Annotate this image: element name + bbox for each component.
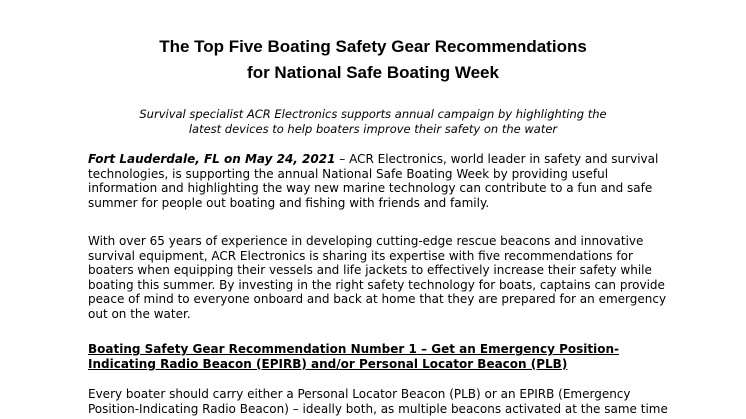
- intro-line-3: information and highlighting the way new marine technology can contribute to a fun and safe: [88, 181, 653, 195]
- dateline: Fort Lauderdale, FL on May 24, 2021: [88, 152, 336, 166]
- experience-line-3: boaters when equipping their vessels and life jackets to effectively increase their safety while: [88, 263, 652, 277]
- intro-line-1-text: – ACR Electronics, world leader in safety and survival: [335, 152, 659, 166]
- section-heading-recommendation-1: [88, 342, 668, 371]
- experience-paragraph: [88, 234, 668, 321]
- experience-line-5: peace of mind to everyone onboard and back at home that they are prepared for an emergency: [88, 292, 667, 306]
- experience-line-4: boating this summer. By investing in the right safety technology for boats, captains can provide: [88, 277, 665, 292]
- intro-paragraph: [88, 152, 668, 210]
- subtitle-line-2: latest devices to help boaters improve their safety on the water: [188, 122, 558, 136]
- intro-line-4: summer for people out boating and fishing with friends and family.: [88, 195, 490, 210]
- intro-line-2: technologies, is supporting the annual National Safe Boating Week by providing useful: [88, 166, 609, 181]
- subtitle-line-1: Survival specialist ACR Electronics supports annual campaign by highlighting the: [139, 107, 607, 121]
- document-title-line-1: The Top Five Boating Safety Gear Recommendations: [159, 37, 587, 56]
- beacon-line-1: Every boater should carry either a Personal Locator Beacon (PLB) or an EPIRB (Emergency: [88, 387, 631, 401]
- document-title-line-2: for National Safe Boating Week: [247, 63, 499, 82]
- intro-line-1: [88, 152, 668, 167]
- experience-line-6: out on the water.: [88, 306, 191, 321]
- experience-line-1: With over 65 years of experience in developing cutting-edge rescue beacons and innovative: [88, 234, 644, 248]
- beacon-paragraph: [88, 387, 668, 416]
- section-heading-line-2: Indicating Radio Beacon (EPIRB) and/or Personal Locator Beacon (PLB): [88, 356, 568, 371]
- experience-line-2: survival equipment, ACR Electronics is sharing its expertise with five recommendations for: [88, 248, 633, 263]
- section-heading-line-1: Boating Safety Gear Recommendation Number 1 – Get an Emergency Position-: [88, 342, 619, 356]
- beacon-line-2: Position-Indicating Radio Beacon) – ideally both, as multiple beacons activated at the same time: [88, 401, 668, 416]
